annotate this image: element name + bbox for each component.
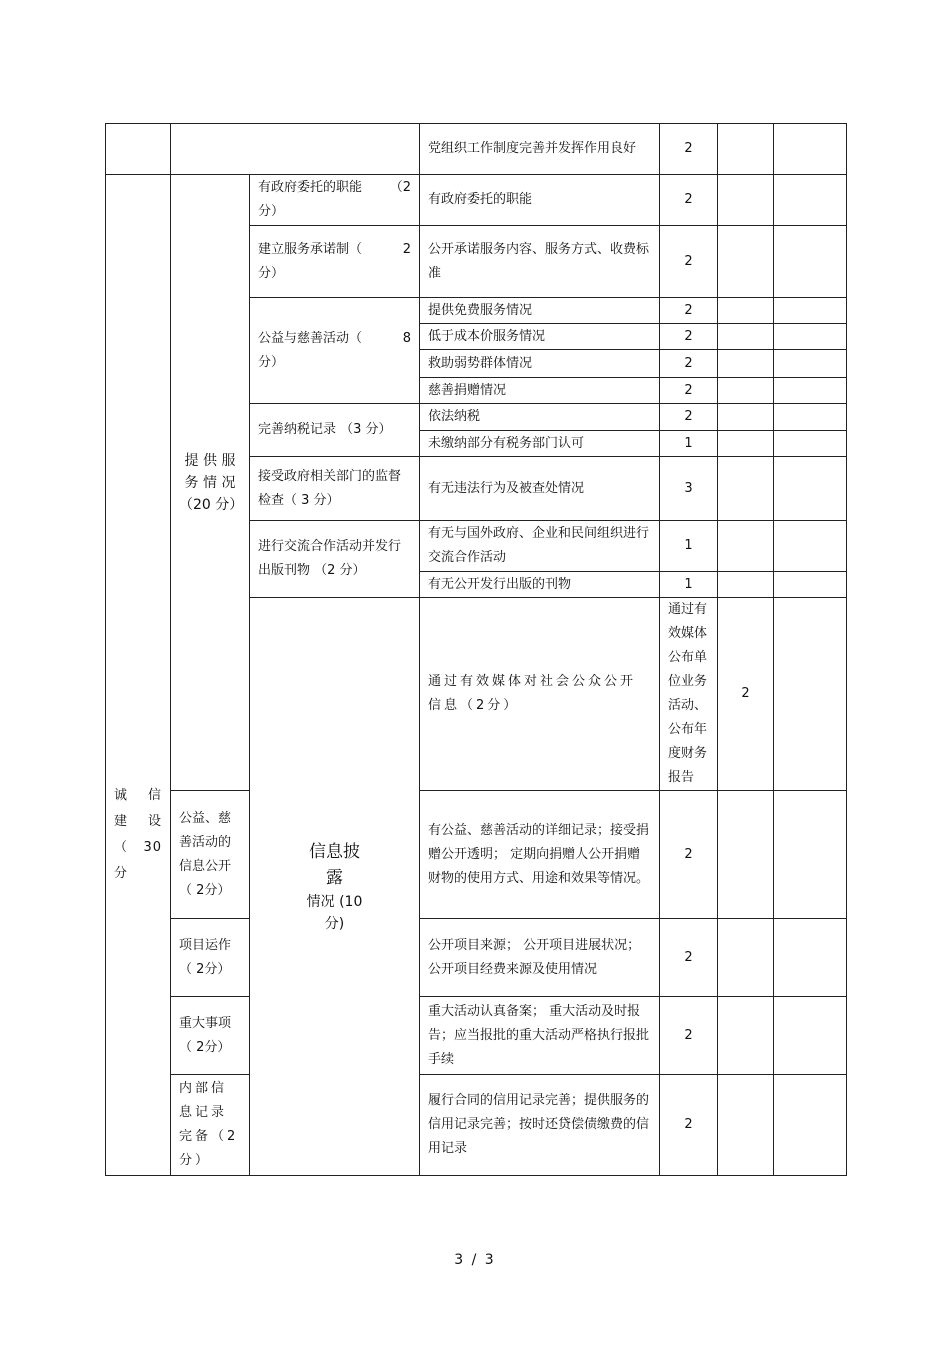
score-cell: 2: [660, 350, 718, 378]
blank-cell: [718, 324, 774, 350]
blank-cell: [718, 431, 774, 457]
item-label: 有政府委托的职能: [258, 180, 363, 195]
section-title-line: 务 情 况: [184, 474, 236, 491]
evaluation-table: [105, 123, 847, 1176]
blank-cell: [718, 350, 774, 378]
empty-cell: [106, 124, 171, 175]
item-name: 内部信息记录完备（2分）: [171, 1075, 250, 1176]
blank-cell: [718, 298, 774, 324]
blank-cell: [718, 404, 774, 431]
blank-cell: [718, 175, 774, 226]
table-row: [106, 997, 847, 1075]
blank-cell: [774, 521, 847, 572]
criterion-cell: 低于成本价服务情况: [420, 324, 660, 350]
criterion-cell: 通过有效媒体公布单位业务活动、公布年度财务报告: [660, 598, 718, 791]
item-name: 公益、慈善活动的信息公开（ 2分）: [171, 791, 250, 919]
category-char: 分: [114, 866, 129, 881]
criterion-cell: 有无公开发行出版的刊物: [420, 572, 660, 598]
item-label: 建立服务承诺制（: [258, 241, 363, 257]
table-row: [106, 791, 847, 919]
criterion-cell: 慈善捐赠情况: [420, 378, 660, 404]
blank-cell: [718, 521, 774, 572]
blank-cell: [774, 598, 847, 791]
criterion-cell: 履行合同的信用记录完善；提供服务的信用记录完善；按时还贷偿债缴费的信用记录: [420, 1075, 660, 1176]
score-cell: 2: [660, 324, 718, 350]
category-char: 诚: [114, 788, 129, 803]
criterion-cell: 重大活动认真备案； 重大活动及时报告；应当报批的重大活动严格执行报批手续: [420, 997, 660, 1075]
blank-cell: [718, 572, 774, 598]
score-cell: 2: [660, 791, 718, 919]
blank-cell: [774, 350, 847, 378]
score-cell: 2: [660, 404, 718, 431]
item-name: 重大事项（ 2分）: [171, 997, 250, 1075]
section-title-line: （20 分）: [179, 496, 244, 513]
table-row: [106, 919, 847, 997]
blank-cell: [774, 226, 847, 298]
blank-cell: [774, 457, 847, 521]
blank-cell: [774, 324, 847, 350]
table-row: [106, 124, 847, 175]
category-char: 30: [143, 840, 162, 855]
item-unit: 分）: [258, 354, 285, 370]
criterion-cell: 公开承诺服务内容、服务方式、收费标准: [420, 226, 660, 298]
item-name: 项目运作（ 2分）: [171, 919, 250, 997]
category-cell: [106, 175, 171, 1176]
score-cell: 1: [660, 431, 718, 457]
score-cell: 3: [660, 457, 718, 521]
section-title-line: 分): [324, 915, 345, 932]
blank-cell: [774, 997, 847, 1075]
criterion-cell: 有无违法行为及被查处情况: [420, 457, 660, 521]
score-cell: 2: [718, 598, 774, 791]
blank-cell: [774, 298, 847, 324]
blank-cell: [774, 791, 847, 919]
blank-cell: [718, 1075, 774, 1176]
empty-cell: [171, 124, 420, 175]
blank-cell: [718, 791, 774, 919]
category-char: 设: [147, 814, 162, 829]
criterion-cell: 有政府委托的职能: [420, 175, 660, 226]
blank-cell: [774, 175, 847, 226]
section-title-line: 提 供 服: [184, 452, 236, 469]
criterion-cell: 提供免费服务情况: [420, 298, 660, 324]
item-label: 公益与慈善活动（: [258, 330, 363, 346]
page-number: 3 / 3: [454, 1252, 496, 1268]
item-name: 接受政府相关部门的监督检查（ 3 分）: [250, 457, 420, 521]
criterion-cell: 救助弱势群体情况: [420, 350, 660, 378]
score-cell: 1: [660, 572, 718, 598]
score-cell: 2: [660, 997, 718, 1075]
score-cell: 2: [660, 226, 718, 298]
blank-cell: [774, 378, 847, 404]
blank-cell: [718, 226, 774, 298]
blank-cell: [774, 1075, 847, 1176]
criterion-cell: 公开项目来源； 公开项目进展状况；公开项目经费来源及使用情况: [420, 919, 660, 997]
section-title-service: [171, 175, 250, 791]
section-title-disclosure: [250, 598, 420, 1176]
table-row: [106, 1075, 847, 1176]
blank-cell: [774, 431, 847, 457]
blank-cell: [718, 124, 774, 175]
section-title-line: 露: [326, 867, 343, 888]
item-points: （2: [389, 180, 411, 195]
category-char: 信: [147, 788, 162, 803]
category-char: 建: [114, 814, 129, 829]
item-name: 通过有效媒体对社会公众公开信息（2分）: [420, 598, 660, 791]
blank-cell: [718, 919, 774, 997]
blank-cell: [774, 404, 847, 431]
score-cell: 2: [660, 378, 718, 404]
blank-cell: [718, 457, 774, 521]
score-cell: 2: [660, 175, 718, 226]
section-title-line: 情况 (10: [306, 893, 363, 910]
blank-cell: [774, 919, 847, 997]
criterion-cell: 党组织工作制度完善并发挥作用良好: [420, 124, 660, 175]
blank-cell: [774, 572, 847, 598]
criterion-cell: 未缴纳部分有税务部门认可: [420, 431, 660, 457]
criterion-cell: 有公益、慈善活动的详细记录；接受捐赠公开透明； 定期向捐赠人公开捐赠财物的使用方式、用途和效果等情况。: [420, 791, 660, 919]
score-cell: 2: [660, 124, 718, 175]
item-name: [250, 226, 420, 298]
item-points: 8: [402, 330, 411, 346]
item-points: 2: [402, 241, 411, 257]
category-char: （: [114, 840, 129, 855]
item-name: 进行交流合作活动并发行出版刊物 （2 分）: [250, 521, 420, 598]
item-unit: 分）: [258, 204, 285, 219]
blank-cell: [774, 124, 847, 175]
score-cell: 2: [660, 919, 718, 997]
criterion-cell: 依法纳税: [420, 404, 660, 431]
item-unit: 分）: [258, 265, 285, 281]
section-title-line: 信息披: [309, 841, 360, 862]
score-cell: 1: [660, 521, 718, 572]
score-cell: 2: [660, 1075, 718, 1176]
item-name: [250, 175, 420, 226]
blank-cell: [718, 378, 774, 404]
blank-cell: [718, 997, 774, 1075]
table-row: [106, 175, 847, 226]
criterion-cell: 有无与国外政府、企业和民间组织进行交流合作活动: [420, 521, 660, 572]
score-cell: 2: [660, 298, 718, 324]
item-name: [250, 298, 420, 404]
item-name: 完善纳税记录 （3 分）: [250, 404, 420, 457]
